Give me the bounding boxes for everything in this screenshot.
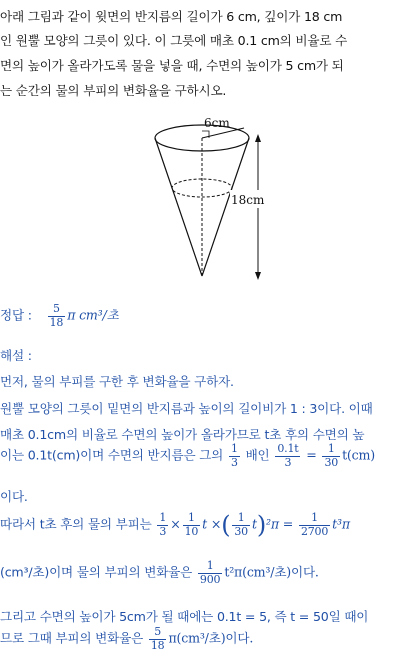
explanation-line-9: 므로 그때 부피의 변화율은 $\frac{5}{18}$ π(cm³/초)이다. bbox=[0, 625, 254, 652]
explanation-line-8: 그리고 수면의 높이가 5cm가 될 때에는 0.1t = 5, 즉 t = 50일 때이 bbox=[0, 609, 369, 624]
explanation-label: 해설 : bbox=[0, 348, 32, 363]
arrow-up bbox=[255, 134, 261, 142]
question-line-1: 아래 그림과 같이 윗면의 반지름의 길이가 6 cm, 깊이가 18 cm bbox=[0, 9, 343, 24]
question-line-3: 면의 높이가 올라가도록 물을 넣을 때, 수면의 높이가 5 cm가 되 bbox=[0, 58, 344, 73]
explanation-line-6: 따라서 t초 후의 물의 부피는 $\frac{1}{3}$ × $\frac{1}{10}$ t ×( $\frac{1}{30}$ t)²π = $\frac{1}{2700}$ t³π bbox=[0, 510, 350, 539]
explanation-line-7: (cm³/초)이며 물의 부피의 변화율은 $\frac{1}{900}$ t²π(cm³/초)이다. bbox=[0, 559, 319, 586]
question-line-4: 는 순간의 물의 부피의 변화율을 구하시오. bbox=[0, 83, 227, 98]
answer-line bbox=[0, 303, 119, 329]
cone-left-side bbox=[155, 138, 202, 276]
cone-figure bbox=[120, 98, 290, 284]
answer-label: 정답 : bbox=[0, 307, 32, 323]
radius-label: 6cm bbox=[204, 116, 230, 130]
height-label: 18cm bbox=[231, 193, 265, 207]
explanation-line-3: 매초 0.1cm의 비율로 수면의 높이가 올라가므로 t초 후의 수면의 높 bbox=[0, 427, 365, 442]
explanation-line-5: 이다. bbox=[0, 489, 28, 504]
explanation-line-4: 이는 0.1t(cm)이며 수면의 반지름은 그의 $\frac{1}{3}$ 배인 $\frac{0.1t}{3}$ = $\frac{1}{30}$ t(cm) bbox=[0, 442, 375, 469]
explanation-line-1: 먼저, 물의 부피를 구한 후 변화율을 구하자. bbox=[0, 374, 234, 389]
answer-unit: π cm³/초 bbox=[67, 307, 119, 323]
arrow-down bbox=[255, 272, 261, 280]
question-line-2: 인 원뿔 모양의 그릇이 있다. 이 그릇에 매초 0.1 cm의 비율로 수 bbox=[0, 33, 348, 48]
explanation-line-2: 원뿔 모양의 그릇이 밑면의 반지름과 높이의 길이비가 1 : 3이다. 이때 bbox=[0, 401, 373, 416]
answer-fraction: $\frac{5}{18}$ bbox=[49, 302, 64, 329]
